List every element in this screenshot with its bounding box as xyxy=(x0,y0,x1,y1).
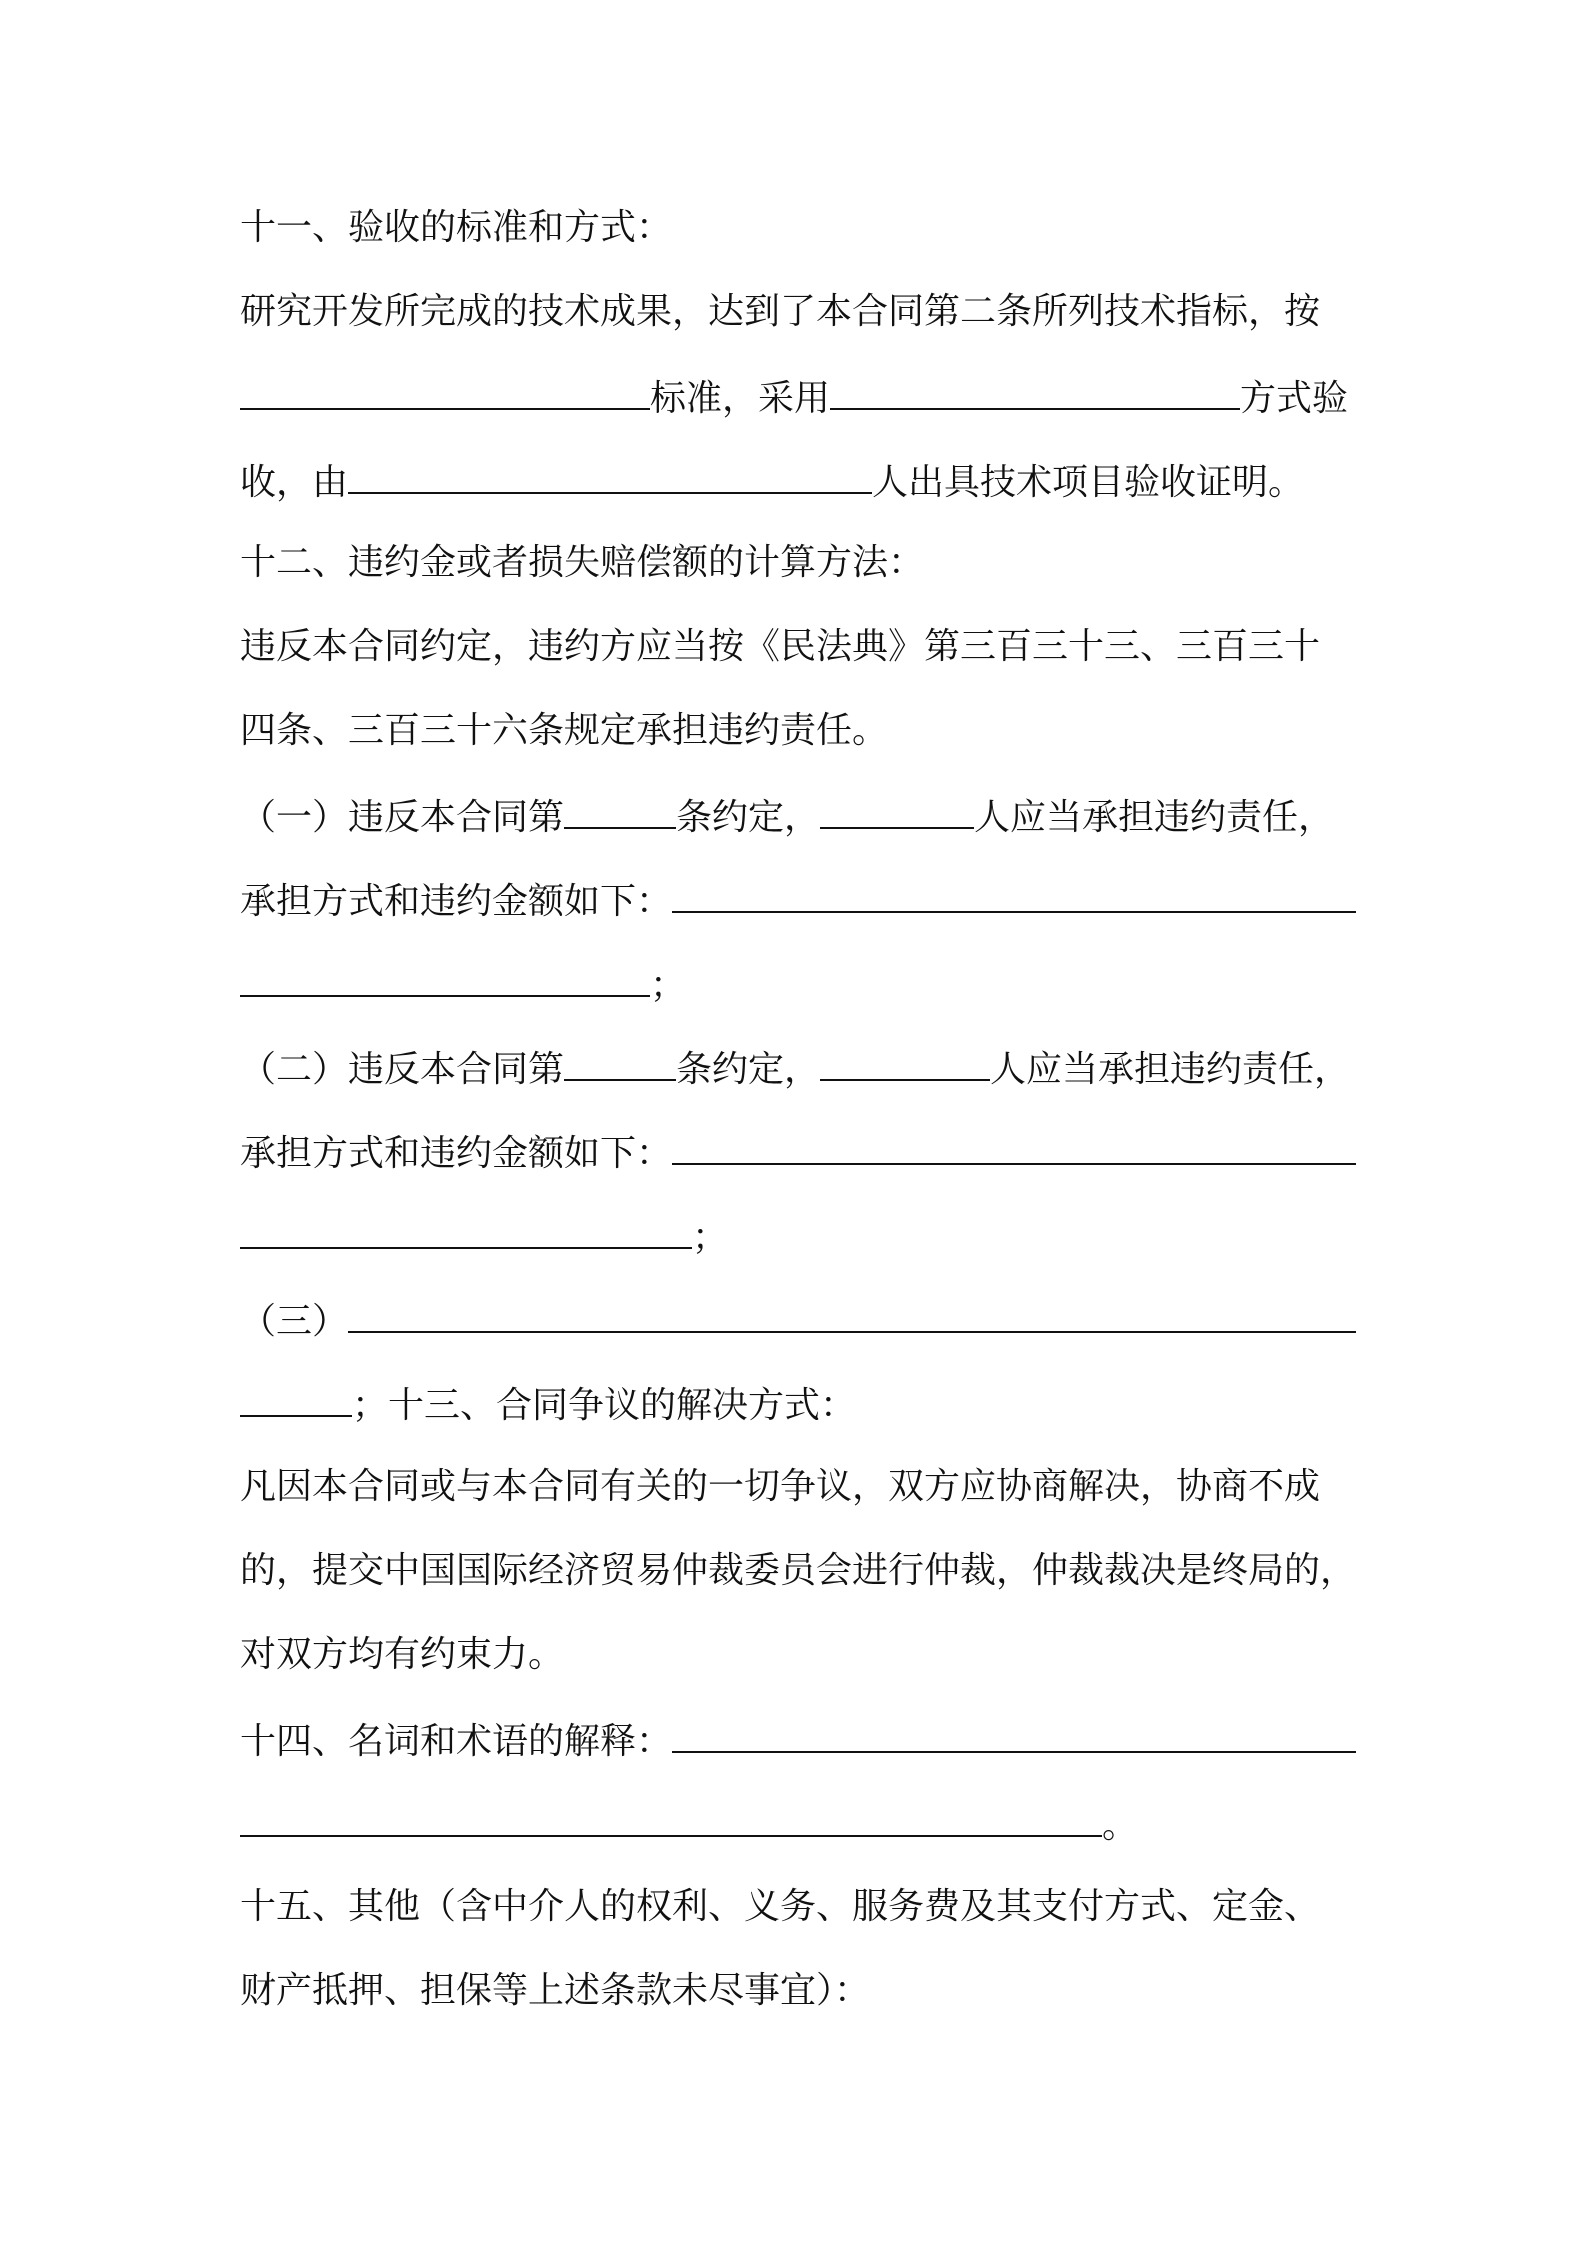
item-1-prefix: （一）违反本合同第 xyxy=(240,797,565,838)
standard-label: 标准，采用 xyxy=(650,378,831,419)
paragraph-text: 四条、三百三十六条规定承担违约责任。 xyxy=(240,710,889,751)
section-14-heading: 十四、名词和术语的解释： xyxy=(240,1721,673,1762)
section-13-line3 xyxy=(240,1625,1356,1685)
heading-text: 十一、验收的标准和方式： xyxy=(240,207,673,248)
item-1-suffix: 人应当承担违约责任， xyxy=(974,797,1335,838)
section-13-heading: 十三、合同争议的解决方式： xyxy=(388,1385,857,1426)
item-2-article-blank[interactable] xyxy=(564,1037,676,1081)
item-3-line1 xyxy=(240,1289,1356,1349)
item-2-line3 xyxy=(240,1205,1356,1265)
item-2-method-label: 承担方式和违约金额如下： xyxy=(240,1133,673,1174)
paragraph-text: 凡因本合同或与本合同有关的一切争议，双方应协商解决，协商不成 xyxy=(240,1466,1321,1507)
item-3-prefix: （三） xyxy=(240,1301,349,1342)
section-14-line2 xyxy=(240,1793,1356,1853)
item-1-party-blank[interactable] xyxy=(820,785,974,829)
item-2-prefix: （二）违反本合同第 xyxy=(240,1049,565,1090)
item-1-method-label: 承担方式和违约金额如下： xyxy=(240,881,673,922)
item-2-party-blank[interactable] xyxy=(820,1037,990,1081)
paragraph-text: 的，提交中国国际经济贸易仲裁委员会进行仲裁，仲裁裁决是终局的， xyxy=(240,1550,1357,1591)
section-14-end: 。 xyxy=(1102,1805,1139,1846)
item-3-line2-and-section-13-heading xyxy=(240,1373,1356,1433)
standard-blank[interactable] xyxy=(240,366,650,410)
section-13-line1 xyxy=(240,1457,1356,1517)
item-2-line1 xyxy=(240,1037,1356,1097)
item-1-line3 xyxy=(240,953,1356,1013)
item-2-end: ； xyxy=(692,1217,729,1258)
item-2-method-blank[interactable] xyxy=(672,1121,1356,1165)
item-1-end: ； xyxy=(650,965,687,1006)
item-2-suffix: 人应当承担违约责任， xyxy=(990,1049,1351,1090)
section-12-intro-line1 xyxy=(240,617,1356,677)
item-1-article-blank[interactable] xyxy=(564,785,676,829)
section-15-line1 xyxy=(240,1877,1356,1937)
item-1-mid: 条约定， xyxy=(676,797,821,838)
paragraph-text: 十五、其他（含中介人的权利、义务、服务费及其支付方式、定金、 xyxy=(240,1886,1321,1927)
issuer-blank[interactable] xyxy=(348,450,872,494)
item-1-line1 xyxy=(240,785,1356,845)
item-2-method-blank-cont[interactable] xyxy=(240,1205,692,1249)
item-3-end: ； xyxy=(352,1385,389,1426)
paragraph-text: 对双方均有约束力。 xyxy=(240,1634,565,1675)
section-14-line1 xyxy=(240,1709,1356,1769)
heading-text: 十二、违约金或者损失赔偿额的计算方法： xyxy=(240,542,925,583)
section-11-blank-line xyxy=(240,366,1356,426)
issuer-suffix: 人出具技术项目验收证明。 xyxy=(872,462,1305,503)
section-12-intro-line2 xyxy=(240,701,1356,761)
paragraph-text: 违反本合同约定，违约方应当按《民法典》第三百三十三、三百三十 xyxy=(240,626,1321,667)
section-11-para-line1 xyxy=(240,282,1356,342)
item-3-blank-cont[interactable] xyxy=(240,1373,352,1417)
by-prefix: 收，由 xyxy=(240,462,349,503)
item-1-method-blank-cont[interactable] xyxy=(240,953,650,997)
item-2-mid: 条约定， xyxy=(676,1049,821,1090)
paragraph-text: 研究开发所完成的技术成果，达到了本合同第二条所列技术指标，按 xyxy=(240,291,1321,332)
section-11-issuer-line xyxy=(240,450,1356,510)
section-12-heading xyxy=(240,533,1356,593)
item-2-line2 xyxy=(240,1121,1356,1181)
item-1-method-blank[interactable] xyxy=(672,869,1356,913)
terms-blank[interactable] xyxy=(672,1709,1356,1753)
section-15-line2 xyxy=(240,1961,1356,2021)
method-blank[interactable] xyxy=(830,366,1240,410)
item-1-line2 xyxy=(240,869,1356,929)
item-3-blank[interactable] xyxy=(348,1289,1356,1333)
method-label: 方式验 xyxy=(1240,378,1349,419)
terms-blank-cont[interactable] xyxy=(240,1793,1102,1837)
paragraph-text: 财产抵押、担保等上述条款未尽事宜）： xyxy=(240,1970,871,2011)
section-13-line2 xyxy=(240,1541,1356,1601)
section-11-heading xyxy=(240,198,1356,258)
